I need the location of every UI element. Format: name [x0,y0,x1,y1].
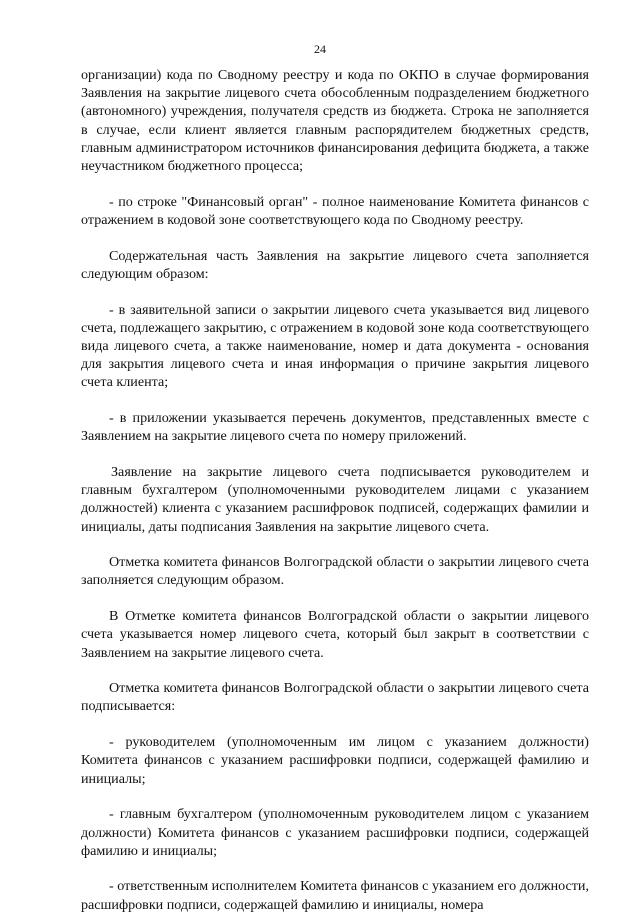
paragraph-accountant-signature: - главным бухгалтером (уполномоченным руководителем лицом с указанием должности) Комитета финансов с указанием расшифровки подписи, содержащей фамилию и инициалы; [81,806,589,859]
paragraph-signatures: Заявление на закрытие лицевого счета подписывается руководителем и главным бухгалтером (уполномоченными руководителем лицами с указанием должностей) клиента с указанием расшифровок подписей, содержащих фамилии и инициалы, даты подписания Заявления на закрытие лицевого счета. [81,463,589,535]
paragraph-content-intro: Содержательная часть Заявления на закрытие лицевого счета заполняется следующим образом: [81,247,589,282]
paragraph-head-signature: - руководителем (уполномоченным им лицом с указанием должности) Комитета финансов с указанием расшифровки подписи, содержащей фамилию и инициалы; [81,734,589,787]
paragraph-mark-signed-by: Отметка комитета финансов Волгоградской области о закрытии лицевого счета подписывается: [81,680,589,715]
document-body [81,66,589,914]
paragraph-financial-body: - по строке "Финансовый орган" - полное наименование Комитета финансов с отражением в кодовой зоне соответствующего кода по Сводному реестру. [81,193,589,228]
paragraph-attachment: - в приложении указывается перечень документов, представленных вместе с Заявлением на закрытие лицевого счета по номеру приложений. [81,410,589,445]
page-number: 24 [314,42,326,56]
paragraph-account-codes: организации) кода по Сводному реестру и кода по ОКПО в случае формирования Заявления на закрытие лицевого счета обособленным подразделением бюджетного (автономного) учреждения, получателя средств из бюджета. Строка не заполняется в случае, если клиент является главным распорядителем бюджетных средств, главным администратором источников финансирования дефицита бюджета, а также неучастником бюджетного процесса; [81,67,589,175]
paragraph-mark-intro: Отметка комитета финансов Волгоградской области о закрытии лицевого счета заполняется следующим образом. [81,554,589,589]
paragraph-closing-record: - в заявительной записи о закрытии лицевого счета указывается вид лицевого счета, подлежащего закрытию, с отражением в кодовой зоне кода соответствующего вида лицевого счета, а также наименование, номер и дата документа - основания для закрытия лицевого счета и иная информация о причине закрытия лицевого счета клиента; [81,301,589,391]
paragraph-mark-account-number: В Отметке комитета финансов Волгоградской области о закрытии лицевого счета указывается номер лицевого счета, который был закрыт в соответствии с Заявлением на закрытие лицевого счета. [81,608,589,661]
paragraph-executor-signature: - ответственным исполнителем Комитета финансов с указанием его должности, расшифровки подписи, содержащей фамилию и инициалы, номера [81,878,589,913]
